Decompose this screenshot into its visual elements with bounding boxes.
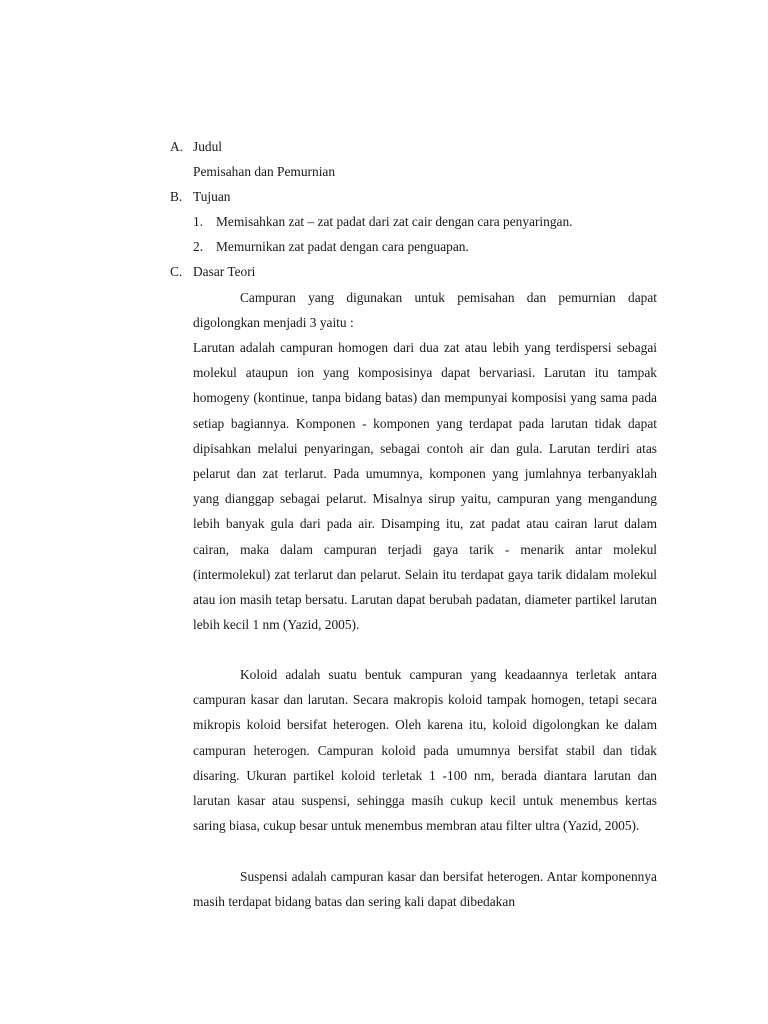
list-item-text: Memisahkan zat – zat padat dari zat cair dengan cara penyaringan. [216, 214, 573, 229]
section-a-heading: Judul [193, 139, 223, 154]
section-b-heading: Tujuan [193, 189, 231, 204]
section-c-heading: Dasar Teori [193, 264, 256, 279]
section-a-letter: A. [170, 139, 184, 154]
list-item-number: 2. [193, 239, 204, 254]
paragraph-larutan: Larutan adalah campuran homogen dari dua zat atau lebih yang terdispersi sebagai molekul ataupun ion yang komposisinya dapat bervariasi. Larutan itu tampak homogeny (kontinue, tanpa bidang batas) dan mempunyai komposisi yang sama pada setiap bagiannya. Komponen - komponen yang terdapat pada larutan tidak dapat dipisahkan melalui penyaringan, sebagai contoh air dan gula. Larutan terdiri atas pelarut dan zat terlarut. Pada umumnya, komponen yang jumlahnya terbanyaklah yang dianggap sebagai pelarut. Misalnya sirup yaitu, campuran yang mengandung lebih banyak gula dari pada air. Disamping itu, zat padat atau cairan larut dalam cairan, maka dalam campuran terjadi gaya tarik - menarik antar molekul (intermolekul) zat terlarut dan pelarut. Selain itu terdapat gaya tarik didalam molekul atau ion masih tetap bersatu. Larutan dapat berubah padatan, diameter partikel larutan lebih kecil 1 nm (Yazid, 2005). [193, 340, 657, 633]
section-a-content: Pemisahan dan Pemurnian [193, 164, 336, 179]
section-c-letter: C. [170, 264, 183, 279]
section-b-letter: B. [170, 189, 183, 204]
paragraph-koloid: Koloid adalah suatu bentuk campuran yang keadaannya terletak antara campuran kasar dan larutan. Secara makropis koloid tampak homogen, tetapi secara mikropis koloid bersifat heterogen. Oleh karena itu, koloid digolongkan ke dalam campuran heterogen. Campuran koloid pada umumnya bersifat stabil dan tidak disaring. Ukuran partikel koloid terletak 1 -100 nm, berada diantara larutan dan larutan kasar atau suspensi, sehingga masih cukup kecil untuk menembus kertas saring biasa, cukup besar untuk menembus membran atau filter ultra (Yazid, 2005). [193, 667, 657, 834]
list-item-text: Memurnikan zat padat dengan cara penguapan. [216, 239, 469, 254]
paragraph-intro: Campuran yang digunakan untuk pemisahan dan pemurnian dapat digolongkan menjadi 3 yaitu : [193, 290, 657, 331]
list-item-number: 1. [193, 214, 204, 229]
paragraph-suspensi: Suspensi adalah campuran kasar dan bersifat heterogen. Antar komponennya masih terdapat bidang batas dan sering kali dapat dibedakan [193, 869, 657, 910]
